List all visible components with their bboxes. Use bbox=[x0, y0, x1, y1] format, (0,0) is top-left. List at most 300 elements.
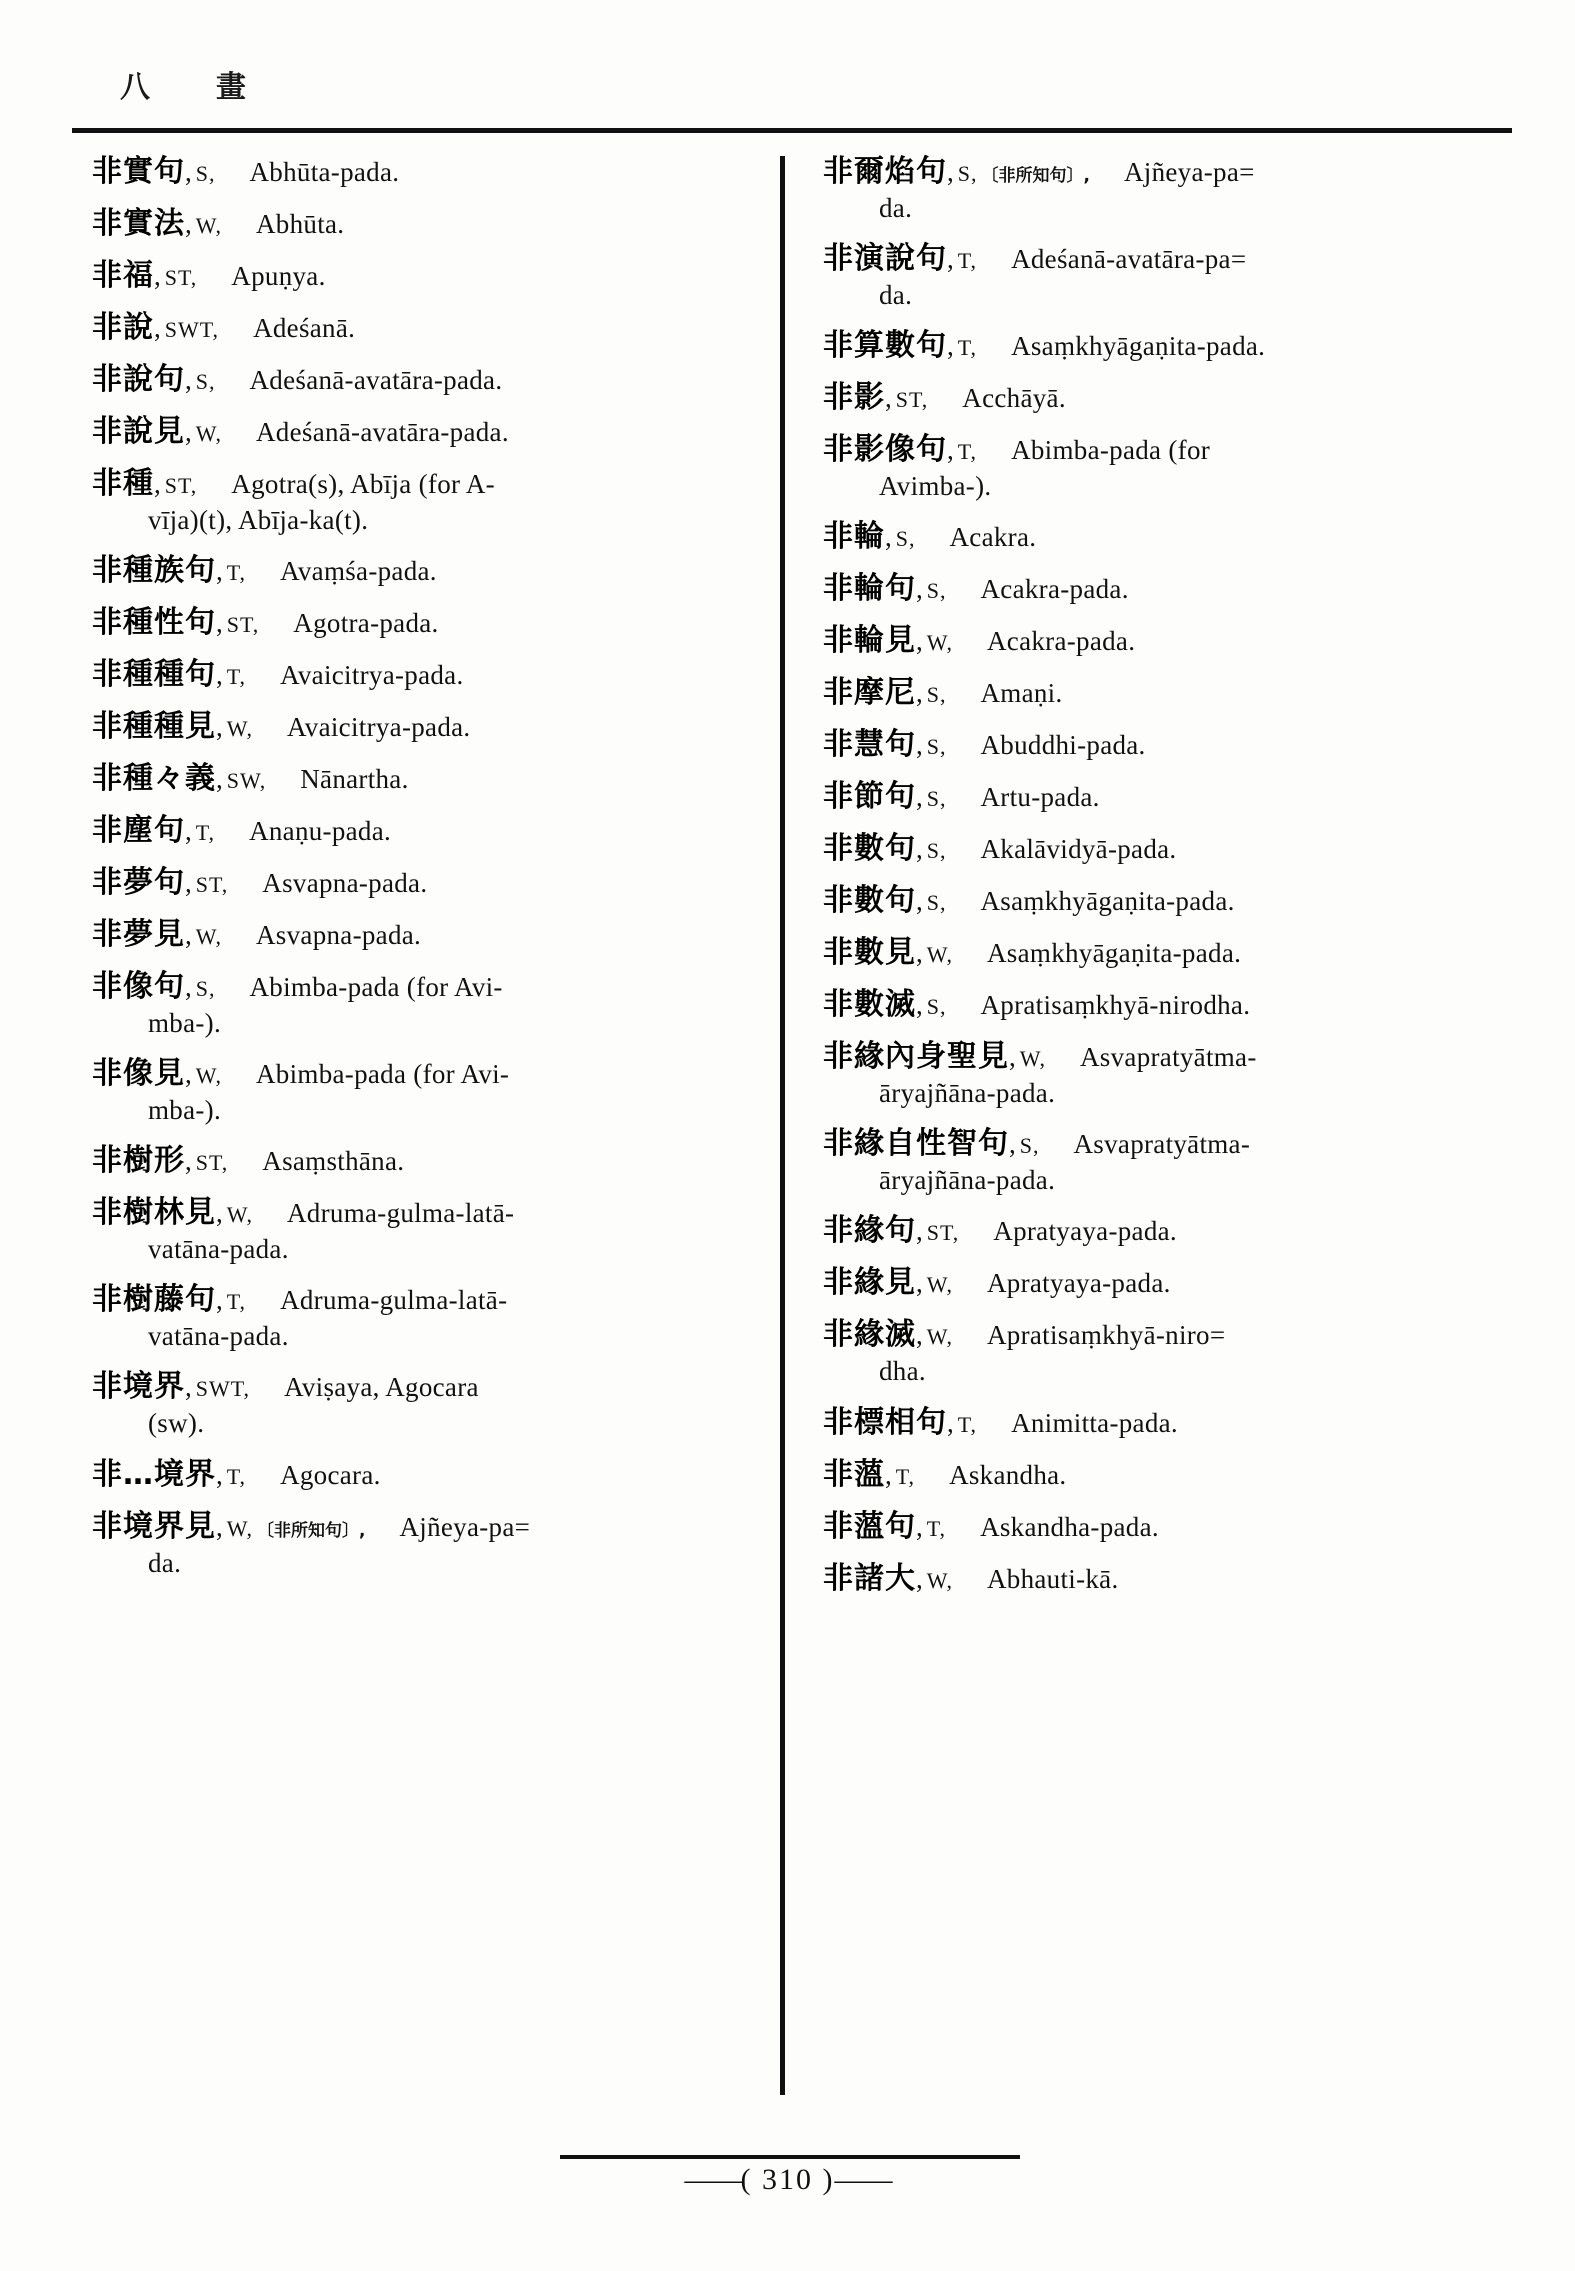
entry-separator: , bbox=[916, 678, 923, 709]
dictionary-entry bbox=[92, 152, 750, 191]
entry-line-continuation: vatāna-pada. bbox=[148, 1321, 289, 1352]
entry-headword: 非境界見 bbox=[92, 1508, 216, 1544]
dictionary-entry bbox=[92, 603, 750, 642]
entry-separator: , bbox=[216, 556, 223, 587]
entry-source-marks: W, bbox=[195, 1063, 222, 1089]
entry-separator: , bbox=[916, 886, 923, 917]
entry-separator: , bbox=[185, 816, 192, 847]
entry-romanization: Adeśanā. bbox=[253, 313, 356, 343]
entry-separator: , bbox=[885, 1459, 892, 1490]
entry-separator: , bbox=[216, 764, 223, 795]
entry-romanization: Asaṃkhyāgaṇita-pada. bbox=[987, 938, 1242, 969]
entry-source-marks: W, bbox=[926, 1272, 953, 1298]
entry-separator: , bbox=[916, 1268, 923, 1299]
entry-source-marks: T, bbox=[226, 664, 247, 690]
entry-headword: 非爾焰句 bbox=[823, 154, 947, 189]
dictionary-entry bbox=[92, 759, 750, 798]
entry-headword: 非影 bbox=[823, 380, 885, 416]
entry-line-continuation: da. bbox=[879, 193, 913, 223]
entry-headword: 非…境界 bbox=[92, 1456, 216, 1492]
entry-headword: 非像句 bbox=[92, 969, 185, 1005]
entry-line-primary bbox=[823, 725, 1481, 764]
entry-headword: 非節句 bbox=[823, 779, 916, 815]
entry-source-marks: W, bbox=[195, 213, 222, 238]
page-number-left-dash: —— bbox=[684, 2163, 741, 2196]
entry-separator: , bbox=[916, 1216, 923, 1247]
entry-source-marks: S, bbox=[195, 369, 216, 394]
page-number bbox=[0, 2163, 1575, 2197]
dictionary-entry bbox=[92, 412, 750, 451]
entry-source-marks: S, bbox=[926, 734, 947, 760]
entry-line-primary bbox=[823, 1455, 1481, 1494]
entry-line-primary bbox=[92, 256, 750, 295]
entry-line-primary bbox=[92, 1193, 750, 1232]
entry-separator: , bbox=[185, 1372, 192, 1403]
entry-source-marks: T, bbox=[957, 1411, 978, 1437]
entry-source-marks: T, bbox=[926, 1515, 947, 1541]
entry-separator: , bbox=[916, 1511, 923, 1542]
entry-romanization: Adruma-gulma-latā- bbox=[287, 1198, 515, 1229]
entry-line-continuation: āryajñāna-pada. bbox=[879, 1165, 1056, 1196]
entry-separator: , bbox=[216, 1511, 223, 1542]
entry-source-marks: ST, bbox=[926, 1220, 960, 1246]
dictionary-entry bbox=[823, 933, 1481, 972]
page-header-radical: 八 畫 bbox=[120, 70, 264, 105]
entry-source-marks: T, bbox=[226, 1289, 247, 1315]
dictionary-entry bbox=[92, 1455, 750, 1494]
entry-headword: 非像見 bbox=[92, 1056, 185, 1092]
entry-romanization: Acakra-pada. bbox=[987, 626, 1136, 657]
entry-line-continuation: (sw). bbox=[148, 1408, 205, 1439]
footer-rule bbox=[560, 2155, 1020, 2159]
entry-line-primary bbox=[823, 1315, 1481, 1354]
entry-line-primary bbox=[92, 1280, 750, 1319]
entry-romanization: Acchāyā. bbox=[962, 383, 1066, 414]
entry-separator: , bbox=[185, 868, 192, 899]
entry-separator: , bbox=[916, 574, 923, 605]
entry-separator: , bbox=[154, 469, 161, 499]
entry-source-marks: S, bbox=[1019, 1133, 1040, 1159]
entry-line-primary bbox=[92, 204, 750, 243]
dictionary-entry bbox=[823, 777, 1481, 816]
dictionary-entry bbox=[92, 1280, 750, 1354]
entry-romanization: Asvapratyātma- bbox=[1073, 1129, 1251, 1160]
entry-source-marks: T, bbox=[226, 560, 247, 586]
dictionary-entry bbox=[92, 1367, 750, 1441]
entry-separator: , bbox=[916, 782, 923, 813]
entry-line-primary bbox=[92, 655, 750, 694]
dictionary-entry bbox=[92, 915, 750, 954]
dictionary-entry bbox=[823, 1455, 1481, 1494]
entry-romanization: Apratisaṃkhyā-niro= bbox=[987, 1320, 1226, 1351]
entry-source-marks: S, bbox=[195, 161, 216, 186]
dictionary-entry bbox=[92, 1141, 750, 1180]
entry-romanization: Apratyaya-pada. bbox=[993, 1216, 1177, 1247]
entry-headword: 非薀 bbox=[823, 1456, 885, 1492]
entry-separator: , bbox=[885, 522, 892, 553]
entry-line-primary bbox=[823, 1559, 1481, 1598]
entry-headword: 非種性句 bbox=[92, 605, 216, 641]
dictionary-entry bbox=[92, 551, 750, 590]
entry-headword: 非種種句 bbox=[92, 657, 216, 693]
entry-line-primary bbox=[92, 1367, 750, 1406]
entry-line-primary bbox=[823, 378, 1481, 417]
entry-separator: , bbox=[1009, 1042, 1016, 1073]
entry-source-marks: ST, bbox=[195, 1150, 229, 1176]
entry-line-primary bbox=[823, 1124, 1481, 1163]
dictionary-entry bbox=[823, 430, 1481, 504]
dictionary-entry bbox=[823, 985, 1481, 1024]
entry-line-primary bbox=[823, 569, 1481, 608]
entry-romanization: Ajñeya-pa= bbox=[1123, 157, 1255, 187]
dictionary-entry bbox=[823, 881, 1481, 920]
dictionary-entry bbox=[823, 1211, 1481, 1250]
dictionary-entry bbox=[823, 725, 1481, 764]
entry-romanization: Adeśanā-avatāra-pa= bbox=[1011, 244, 1247, 275]
entry-source-marks: S, bbox=[926, 890, 947, 916]
entry-source-marks: W, bbox=[926, 1324, 953, 1350]
entry-separator: , bbox=[185, 365, 192, 395]
entry-separator: , bbox=[185, 157, 192, 187]
entry-separator: , bbox=[947, 157, 954, 187]
entry-line-primary bbox=[92, 360, 750, 399]
entry-line-primary bbox=[92, 1141, 750, 1180]
entry-separator: , bbox=[185, 972, 192, 1003]
entry-romanization: Acakra. bbox=[949, 522, 1037, 553]
entry-headword: 非薀句 bbox=[823, 1508, 916, 1544]
dictionary-entry bbox=[823, 326, 1481, 365]
entry-separator: , bbox=[916, 834, 923, 865]
entry-source-marks: SW, bbox=[226, 768, 267, 794]
entry-headword: 非輪 bbox=[823, 519, 885, 555]
entry-line-primary bbox=[823, 881, 1481, 920]
entry-romanization: Abuddhi-pada. bbox=[980, 730, 1146, 761]
header-rule bbox=[72, 128, 1512, 133]
entry-headword: 非算數句 bbox=[823, 328, 947, 364]
entry-line-primary bbox=[92, 1507, 750, 1546]
entry-line-primary bbox=[823, 326, 1481, 365]
entry-line-primary bbox=[823, 985, 1481, 1024]
entry-separator: , bbox=[154, 313, 161, 343]
dictionary-entry bbox=[92, 1054, 750, 1128]
entry-separator: , bbox=[916, 1563, 923, 1594]
entry-line-primary bbox=[823, 1037, 1481, 1076]
entry-source-marks: W, bbox=[926, 630, 953, 656]
entry-line-continuation: āryajñāna-pada. bbox=[879, 1078, 1056, 1109]
column-divider bbox=[780, 156, 785, 2095]
entry-romanization: Artu-pada. bbox=[980, 782, 1100, 813]
dictionary-entry bbox=[92, 360, 750, 399]
dictionary-entry bbox=[823, 1315, 1481, 1389]
entry-source-marks: S, bbox=[895, 526, 916, 552]
entry-source-marks: S, bbox=[926, 838, 947, 864]
entry-line-continuation: mba-). bbox=[148, 1095, 222, 1126]
entry-line-primary bbox=[92, 412, 750, 451]
entry-headword: 非緣滅 bbox=[823, 1317, 916, 1353]
entry-separator: , bbox=[916, 626, 923, 657]
entry-romanization: Aviṣaya, Agocara bbox=[284, 1372, 479, 1403]
entry-line-continuation: Avimba-). bbox=[879, 471, 992, 502]
entry-headword: 非數見 bbox=[823, 935, 916, 971]
entry-line-continuation: vatāna-pada. bbox=[148, 1234, 289, 1265]
dictionary-entry bbox=[823, 569, 1481, 608]
entry-source-marks: W, bbox=[1019, 1046, 1046, 1072]
entry-headword: 非諸大 bbox=[823, 1560, 916, 1596]
entry-headword: 非緣內身聖見 bbox=[823, 1039, 1009, 1075]
entry-line-primary bbox=[92, 759, 750, 798]
entry-source-marks: SWT, bbox=[195, 1376, 251, 1402]
entry-line-primary bbox=[92, 308, 750, 347]
entry-headword: 非緣自性智句 bbox=[823, 1126, 1009, 1162]
entry-source-marks: T, bbox=[226, 1463, 247, 1489]
entry-romanization: Abimba-pada (for Avi- bbox=[249, 972, 503, 1003]
entry-romanization: Agotra(s), Abīja (for A- bbox=[231, 469, 495, 499]
entry-headword: 非慧句 bbox=[823, 727, 916, 763]
right-column bbox=[803, 152, 1493, 2137]
entry-headword: 非實句 bbox=[92, 154, 185, 189]
entry-source-marks: W, bbox=[195, 924, 222, 950]
entry-line-continuation: dha. bbox=[879, 1356, 926, 1387]
entry-source-marks: S, bbox=[926, 578, 947, 604]
page-number-value: ( 310 ) bbox=[740, 2163, 835, 2196]
entry-source-marks: S, bbox=[195, 976, 216, 1002]
dictionary-entry bbox=[823, 621, 1481, 660]
entry-headword: 非樹形 bbox=[92, 1143, 185, 1179]
entry-source-marks: W, bbox=[226, 1515, 253, 1541]
entry-romanization: Avaicitrya-pada. bbox=[287, 712, 471, 743]
entry-line-primary bbox=[92, 707, 750, 746]
entry-headword: 非緣見 bbox=[823, 1265, 916, 1301]
entry-headword: 非境界 bbox=[92, 1369, 185, 1405]
entry-source-marks: W, bbox=[926, 1567, 953, 1593]
entry-romanization: Asaṃsthāna. bbox=[262, 1146, 405, 1177]
entry-line-primary bbox=[92, 603, 750, 642]
entry-headword: 非夢見 bbox=[92, 917, 185, 953]
entry-source-marks: S, bbox=[926, 994, 947, 1020]
entry-separator: , bbox=[154, 261, 161, 291]
entry-headword: 非說 bbox=[92, 310, 154, 345]
entry-headword: 非夢句 bbox=[92, 865, 185, 901]
entry-line-primary bbox=[92, 1455, 750, 1494]
entry-headword: 非種 bbox=[92, 466, 154, 501]
entry-separator: , bbox=[185, 920, 192, 951]
dictionary-entry bbox=[823, 1124, 1481, 1198]
entry-line-primary bbox=[92, 551, 750, 590]
entry-line-primary bbox=[92, 464, 750, 503]
entry-line-primary bbox=[823, 239, 1481, 278]
dictionary-entry bbox=[823, 829, 1481, 868]
entry-romanization: Asvapna-pada. bbox=[262, 868, 428, 899]
entry-source-marks: ST, bbox=[164, 265, 198, 290]
entry-separator: , bbox=[947, 435, 954, 466]
entry-source-marks: S, bbox=[926, 786, 947, 812]
entry-source-marks: W, bbox=[926, 942, 953, 968]
entry-source-marks: S, bbox=[926, 682, 947, 708]
entry-romanization: Adeśanā-avatāra-pada. bbox=[249, 365, 503, 395]
entry-separator: , bbox=[185, 1059, 192, 1090]
entry-source-marks: ST, bbox=[164, 473, 198, 498]
entry-separator: , bbox=[916, 730, 923, 761]
dictionary-entry bbox=[92, 811, 750, 850]
entry-line-primary bbox=[823, 933, 1481, 972]
entry-separator: , bbox=[216, 712, 223, 743]
entry-line-primary bbox=[92, 811, 750, 850]
entry-line-primary bbox=[823, 152, 1481, 191]
entry-romanization: Akalāvidyā-pada. bbox=[980, 834, 1177, 865]
dictionary-entry bbox=[823, 239, 1481, 313]
dictionary-entry bbox=[823, 152, 1481, 226]
page-number-right-dash: —— bbox=[834, 2163, 891, 2196]
entry-line-primary bbox=[823, 430, 1481, 469]
left-column bbox=[72, 152, 762, 2137]
entry-headword: 非輪見 bbox=[823, 623, 916, 659]
entry-gloss: 〔非所知句〕, bbox=[257, 1520, 366, 1541]
dictionary-entry bbox=[92, 707, 750, 746]
entry-line-primary bbox=[823, 1403, 1481, 1442]
entry-source-marks: T, bbox=[957, 335, 978, 361]
dictionary-entry bbox=[823, 378, 1481, 417]
dictionary-entry bbox=[823, 1403, 1481, 1442]
entry-headword: 非種族句 bbox=[92, 553, 216, 589]
entry-headword: 非種種見 bbox=[92, 709, 216, 745]
entry-line-primary bbox=[823, 517, 1481, 556]
entry-romanization: Askandha. bbox=[949, 1459, 1067, 1490]
entry-headword: 非緣句 bbox=[823, 1213, 916, 1249]
entry-separator: , bbox=[185, 417, 192, 447]
entry-source-marks: ST, bbox=[195, 872, 229, 898]
entry-line-primary bbox=[92, 152, 750, 191]
entry-romanization: Abhūta. bbox=[256, 209, 345, 239]
entry-romanization: Adruma-gulma-latā- bbox=[280, 1285, 508, 1316]
entry-romanization: Agotra-pada. bbox=[293, 608, 439, 639]
entry-separator: , bbox=[1009, 1129, 1016, 1160]
entry-line-primary bbox=[92, 967, 750, 1006]
entry-romanization: Acakra-pada. bbox=[980, 574, 1129, 605]
entry-headword: 非塵句 bbox=[92, 813, 185, 849]
dictionary-entry bbox=[92, 308, 750, 347]
dictionary-entry bbox=[823, 517, 1481, 556]
entry-source-marks: W, bbox=[226, 716, 253, 742]
dictionary-entry bbox=[823, 1037, 1481, 1111]
entry-headword: 非說句 bbox=[92, 362, 185, 397]
entry-romanization: Asvapratyātma- bbox=[1080, 1042, 1257, 1073]
entry-separator: , bbox=[916, 1320, 923, 1351]
dictionary-entry bbox=[823, 1507, 1481, 1546]
entry-line-primary bbox=[823, 1263, 1481, 1302]
entry-separator: , bbox=[947, 1407, 954, 1438]
entry-line-primary bbox=[823, 673, 1481, 712]
dictionary-entry bbox=[823, 1263, 1481, 1302]
entry-romanization: Anaṇu-pada. bbox=[249, 816, 392, 847]
entry-line-continuation: da. bbox=[148, 1547, 182, 1578]
entry-romanization: Animitta-pada. bbox=[1011, 1407, 1178, 1438]
entry-romanization: Agocara. bbox=[280, 1459, 381, 1490]
entry-headword: 非樹林見 bbox=[92, 1195, 216, 1231]
entry-romanization: Askandha-pada. bbox=[980, 1511, 1159, 1542]
dictionary-entry bbox=[823, 673, 1481, 712]
entry-headword: 非數句 bbox=[823, 831, 916, 867]
dictionary-entry bbox=[92, 464, 750, 538]
dictionary-entry bbox=[92, 1193, 750, 1267]
entry-romanization: Abimba-pada (for Avi- bbox=[256, 1059, 510, 1090]
entry-romanization: Abhūta-pada. bbox=[249, 157, 400, 187]
entry-romanization: Asaṃkhyāgaṇita-pada. bbox=[980, 886, 1235, 917]
entry-line-primary bbox=[92, 915, 750, 954]
entry-headword: 非影像句 bbox=[823, 432, 947, 468]
entry-separator: , bbox=[216, 1198, 223, 1229]
dictionary-entry bbox=[823, 1559, 1481, 1598]
entry-separator: , bbox=[916, 938, 923, 969]
entry-line-continuation: vīja)(t), Abīja-ka(t). bbox=[148, 505, 369, 535]
entry-source-marks: W, bbox=[226, 1202, 253, 1228]
dictionary-entry bbox=[92, 863, 750, 902]
entry-romanization: Asvapna-pada. bbox=[256, 920, 422, 951]
entry-headword: 非數滅 bbox=[823, 987, 916, 1023]
entry-source-marks: ST, bbox=[895, 387, 929, 413]
entry-headword: 非輪句 bbox=[823, 571, 916, 607]
dictionary-entry bbox=[92, 204, 750, 243]
entry-source-marks: T, bbox=[195, 820, 216, 846]
dictionary-entry bbox=[92, 1507, 750, 1581]
entry-romanization: Apratisaṃkhyā-nirodha. bbox=[980, 990, 1251, 1021]
entry-romanization: Avaicitrya-pada. bbox=[280, 660, 464, 691]
entry-source-marks: T, bbox=[895, 1463, 916, 1489]
entry-separator: , bbox=[216, 1459, 223, 1490]
entry-romanization: Apuṇya. bbox=[231, 261, 326, 291]
entry-separator: , bbox=[216, 660, 223, 691]
dictionary-entry bbox=[92, 655, 750, 694]
entry-separator: , bbox=[216, 1285, 223, 1316]
entry-separator: , bbox=[185, 209, 192, 239]
entry-headword: 非種々義 bbox=[92, 761, 216, 797]
entry-source-marks: ST, bbox=[226, 612, 260, 638]
entry-romanization: Abimba-pada (for bbox=[1011, 435, 1211, 466]
entry-source-marks: W, bbox=[195, 421, 222, 446]
entry-line-continuation: mba-). bbox=[148, 1008, 222, 1039]
entry-line-primary bbox=[823, 621, 1481, 660]
entry-separator: , bbox=[885, 383, 892, 414]
entry-romanization: Adeśanā-avatāra-pada. bbox=[256, 417, 509, 447]
entry-line-primary bbox=[823, 829, 1481, 868]
entry-line-primary bbox=[823, 1507, 1481, 1546]
entry-romanization: Ajñeya-pa= bbox=[399, 1511, 531, 1542]
entry-separator: , bbox=[947, 331, 954, 362]
entry-headword: 非樹藤句 bbox=[92, 1282, 216, 1318]
entry-line-continuation: da. bbox=[879, 280, 913, 311]
entry-romanization: Asaṃkhyāgaṇita-pada. bbox=[1011, 331, 1266, 362]
entry-separator: , bbox=[947, 244, 954, 275]
entry-source-marks: SWT, bbox=[164, 317, 220, 342]
entry-romanization: Avaṃśa-pada. bbox=[280, 556, 437, 587]
entry-headword: 非演說句 bbox=[823, 241, 947, 277]
entry-headword: 非說見 bbox=[92, 414, 185, 449]
dictionary-entry bbox=[92, 256, 750, 295]
entry-romanization: Nānartha. bbox=[300, 764, 409, 795]
columns-container bbox=[72, 152, 1512, 2137]
entry-headword: 非摩尼 bbox=[823, 675, 916, 711]
entry-separator: , bbox=[916, 990, 923, 1021]
entry-romanization: Apratyaya-pada. bbox=[987, 1268, 1171, 1299]
entry-gloss: 〔非所知句〕, bbox=[981, 166, 1090, 186]
entry-line-primary bbox=[823, 1211, 1481, 1250]
entry-headword: 非福 bbox=[92, 258, 154, 293]
entry-line-primary bbox=[92, 1054, 750, 1093]
entry-source-marks: T, bbox=[957, 248, 978, 274]
entry-source-marks: S, bbox=[957, 161, 978, 186]
entry-romanization: Abhauti-kā. bbox=[987, 1563, 1119, 1594]
entry-separator: , bbox=[185, 1146, 192, 1177]
entry-headword: 非標相句 bbox=[823, 1404, 947, 1440]
